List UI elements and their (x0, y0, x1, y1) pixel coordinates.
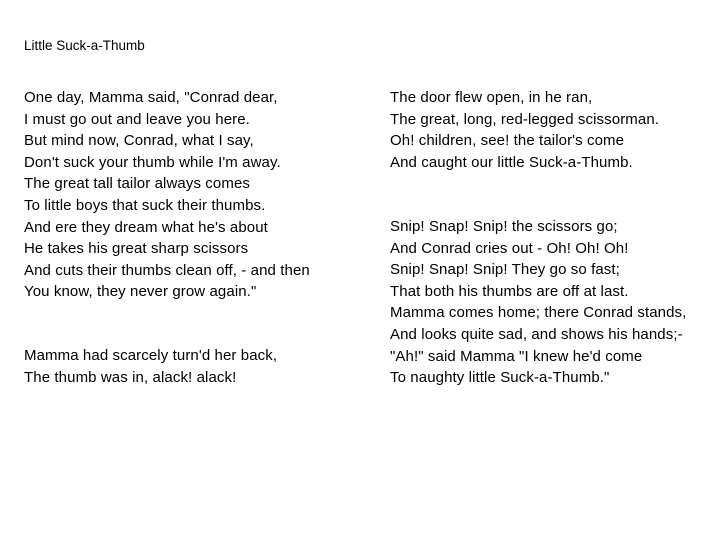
stanza-two (390, 87, 659, 173)
stanza-one (24, 87, 310, 303)
poem-line: And looks quite sad, and shows his hands;- (390, 325, 683, 343)
poem-line: Don't suck your thumb while I'm away. (24, 153, 281, 171)
poem-line: Mamma comes home; there Conrad stands, (390, 304, 687, 322)
stanza-three (24, 345, 277, 388)
poem-line: Snip! Snap! Snip! They go so fast; (390, 261, 620, 279)
poem-line: And ere they dream what he's about (24, 218, 268, 236)
poem-line: And Conrad cries out - Oh! Oh! Oh! (390, 239, 629, 257)
poem-line: The door flew open, in he ran, (390, 89, 593, 106)
poem-line: The great, long, red-legged scissorman. (390, 110, 660, 128)
poem-line: To little boys that suck their thumbs. (24, 196, 266, 214)
poem-line: Oh! children, see! the tailor's come (390, 132, 625, 150)
poem-line: One day, Mamma said, "Conrad dear, (24, 89, 278, 106)
poem-line: He takes his great sharp scissors (24, 240, 249, 258)
poem-line: I must go out and leave you here. (24, 110, 250, 128)
poem-line: But mind now, Conrad, what I say, (24, 132, 254, 150)
poem-line: The thumb was in, alack! alack! (24, 368, 237, 386)
poem-line: You know, they never grow again." (24, 283, 257, 301)
poem-line: "Ah!" said Mamma "I knew he'd come (390, 347, 643, 365)
poem-line: And cuts their thumbs clean off, - and then (24, 261, 310, 279)
poem-line: Mamma had scarcely turn'd her back, (24, 347, 278, 364)
poem-line: And caught our little Suck-a-Thumb. (390, 153, 633, 171)
poem-line: To naughty little Suck-a-Thumb." (390, 369, 610, 387)
poem-line: The great tall tailor always comes (24, 175, 250, 193)
poem-line: Snip! Snap! Snip! the scissors go; (390, 218, 618, 235)
poem-title: Little Suck-a-Thumb (24, 38, 145, 53)
poem-line: That both his thumbs are off at last. (390, 282, 629, 300)
stanza-four (390, 216, 686, 389)
